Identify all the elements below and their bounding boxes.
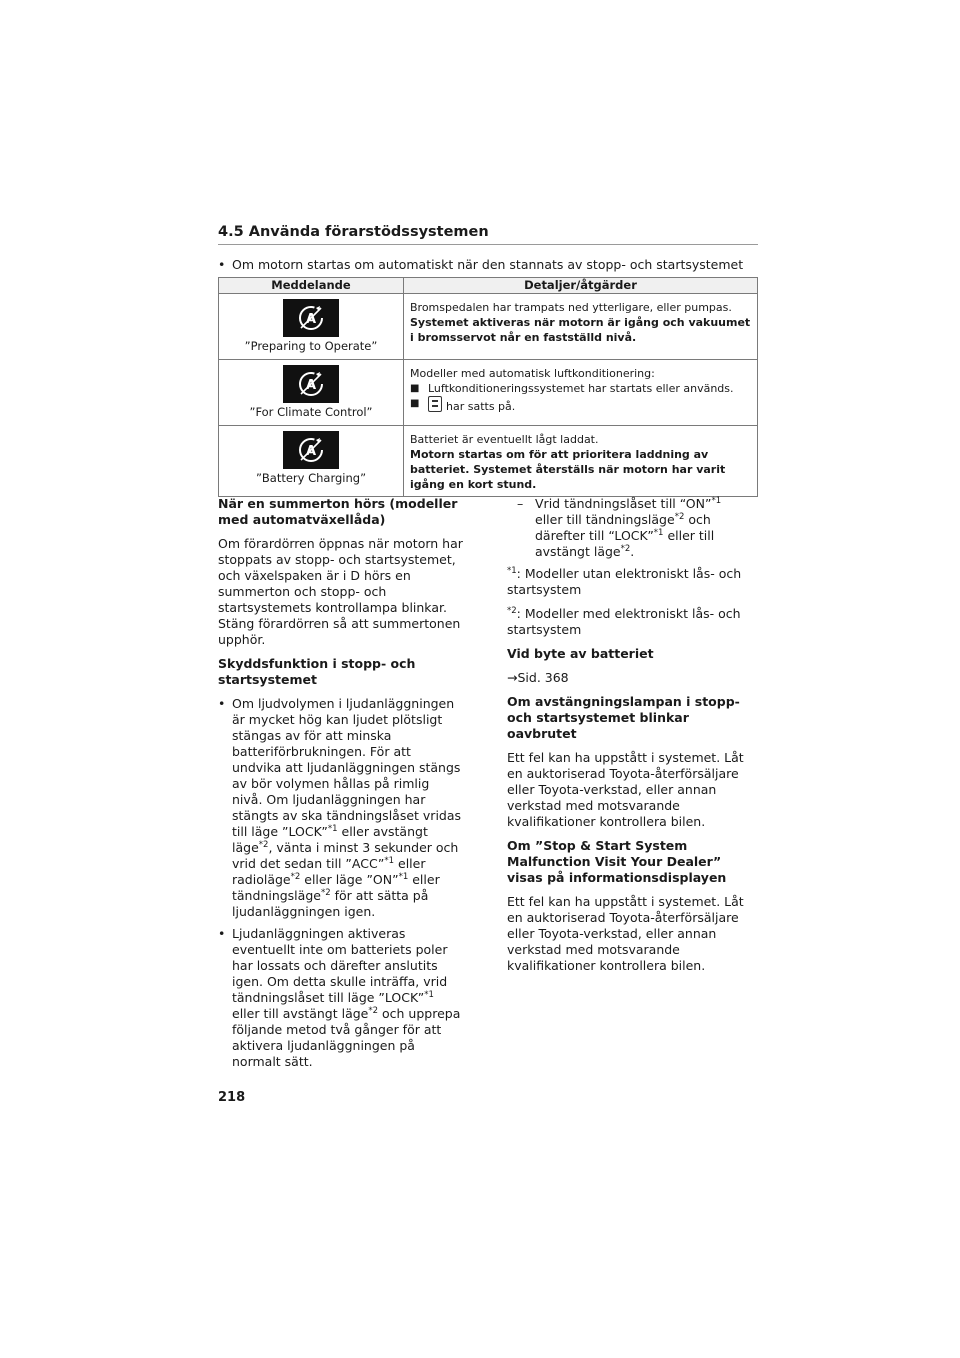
- svg-text:A: A: [305, 378, 317, 393]
- table-row: [219, 360, 758, 426]
- details-bold-text: Motorn startas om för att prioritera laddning av batteriet. Systemet återställs när motorn har varit igång en kort stund.: [410, 448, 726, 491]
- left-column: [218, 496, 463, 1076]
- details-cell: [404, 426, 758, 497]
- square-bullet: ■: [410, 398, 420, 409]
- details-bullet: [410, 396, 751, 414]
- stop-start-a-icon: [283, 431, 339, 469]
- defroster-icon: [428, 396, 442, 412]
- dash-mark: –: [517, 496, 524, 511]
- svg-text:A: A: [305, 312, 317, 327]
- details-bullet-text: Luftkonditioneringssystemet har startats eller används.: [428, 382, 734, 395]
- bullet-dot: •: [218, 696, 226, 711]
- intro-text: Om motorn startas om automatiskt när den stannats av stopp- och startsystemet: [232, 257, 744, 272]
- message-cell: [219, 360, 404, 426]
- page-number: 218: [218, 1090, 246, 1105]
- header-message: Meddelande: [219, 278, 404, 294]
- paragraph: Ett fel kan ha uppstått i systemet. Låt en auktoriserad Toyota-återförsäljare eller Toyota-verkstad, eller annan verkstad med motsvarande kvalifikationer kontrollera bilen.: [507, 894, 744, 973]
- paragraph: Ett fel kan ha uppstått i systemet. Låt en auktoriserad Toyota-återförsäljare eller Toyota-verkstad, eller annan verkstad med motsvarande kvalifikationer kontrollera bilen.: [507, 750, 744, 829]
- message-table: [218, 277, 758, 497]
- message-caption: ”For Climate Control”: [249, 405, 373, 419]
- subheading: Om avstängningslampan i stopp- och startsystemet blinkar oavbrutet: [507, 694, 740, 741]
- subheading: Skyddsfunktion i stopp- och startsystemet: [218, 656, 416, 687]
- list-item: [218, 696, 463, 920]
- list-item-text: Om ljudvolymen i ljudanläggningen är mycket hög kan ljudet plötsligt stängas av för att minska batteriförbrukningen. För att undvika att ljudanläggningen stängs av bör volymen hållas på rimlig nivå. Om ljudanläggningen har stängts av ska tändningslåset vridas till läge ”LOCK”$^{*1}$ eller avstängt läge$^{*2}$, vänta i minst 3 sekunder och vrid det sedan till ”ACC”$^{*1}$ eller radioläge$^{*2}$ eller läge ”ON”$^{*1}$ eller tändningsläge$^{*2}$ för att sätta på ljudanläggningen igen.: [232, 696, 462, 919]
- subheading: Om ”Stop & Start System Malfunction Visit Your Dealer” visas på informationsdisplayen: [507, 838, 727, 885]
- list-item: [218, 926, 463, 1070]
- page-reference-link[interactable]: →Sid. 368: [507, 670, 569, 685]
- header-details: Detaljer/åtgärder: [404, 278, 758, 294]
- details-bold-text: Systemet aktiveras när motorn är igång och vakuumet i bromsservot når en fastställd nivå.: [410, 316, 751, 344]
- message-caption: ”Battery Charging”: [255, 471, 367, 485]
- details-cell: [404, 294, 758, 360]
- details-bullet-text: har satts på.: [446, 400, 516, 413]
- message-caption: ”Preparing to Operate”: [244, 339, 378, 353]
- stop-start-a-icon: [283, 365, 339, 403]
- details-text: Bromspedalen har trampats ned ytterligare, eller pumpas.: [410, 301, 732, 314]
- dash-item: [507, 496, 752, 560]
- stop-start-a-icon: [283, 299, 339, 337]
- footnote: $^{*1}$: Modeller utan elektroniskt lås- och startsystem: [507, 565, 742, 597]
- details-bullet: [410, 381, 751, 396]
- table-row: [219, 294, 758, 360]
- footnote: $^{*2}$: Modeller med elektroniskt lås- och startsystem: [507, 605, 741, 637]
- bullet-dot: •: [218, 257, 226, 272]
- subheading: När en summerton hörs (modeller med automatväxellåda): [218, 496, 458, 527]
- list-item-text: Ljudanläggningen aktiveras eventuellt inte om batteriets poler har lossats och därefter anslutits igen. Om detta skulle inträffa, vrid tändningslåset till läge ”LOCK”$^{*1}$ eller till avstängt läge$^{*2}$ och upprepa följande metod två gånger för att aktivera ljudanläggningen på normalt sätt.: [232, 926, 461, 1069]
- table-row: [219, 426, 758, 497]
- message-cell: [219, 294, 404, 360]
- section-title: 4.5 Använda förarstödssystemen: [218, 224, 758, 245]
- right-column: [507, 496, 752, 982]
- details-cell: [404, 360, 758, 426]
- paragraph: Om förardörren öppnas när motorn har stoppats av stopp- och startsystemet, och växelspaken är i D hörs en summerton och stopp- och startsystemets kontrollampa blinkar. Stäng förardörren så att summertonen upphör.: [218, 536, 463, 647]
- details-text: Modeller med automatisk luftkonditionering:: [410, 367, 655, 380]
- square-bullet: ■: [410, 383, 420, 394]
- dash-item-text: Vrid tändningslåset till “ON”$^{*1}$ eller till tändningsläge$^{*2}$ och därefter till “LOCK”$^{*1}$ eller till avstängt läge$^{*2}$.: [535, 495, 722, 559]
- details-text: Batteriet är eventuellt lågt laddat.: [410, 433, 599, 446]
- bullet-dot: •: [218, 926, 226, 941]
- intro-bullet: [218, 257, 758, 273]
- message-cell: [219, 426, 404, 497]
- svg-text:A: A: [305, 444, 317, 459]
- subheading: Vid byte av batteriet: [507, 646, 654, 661]
